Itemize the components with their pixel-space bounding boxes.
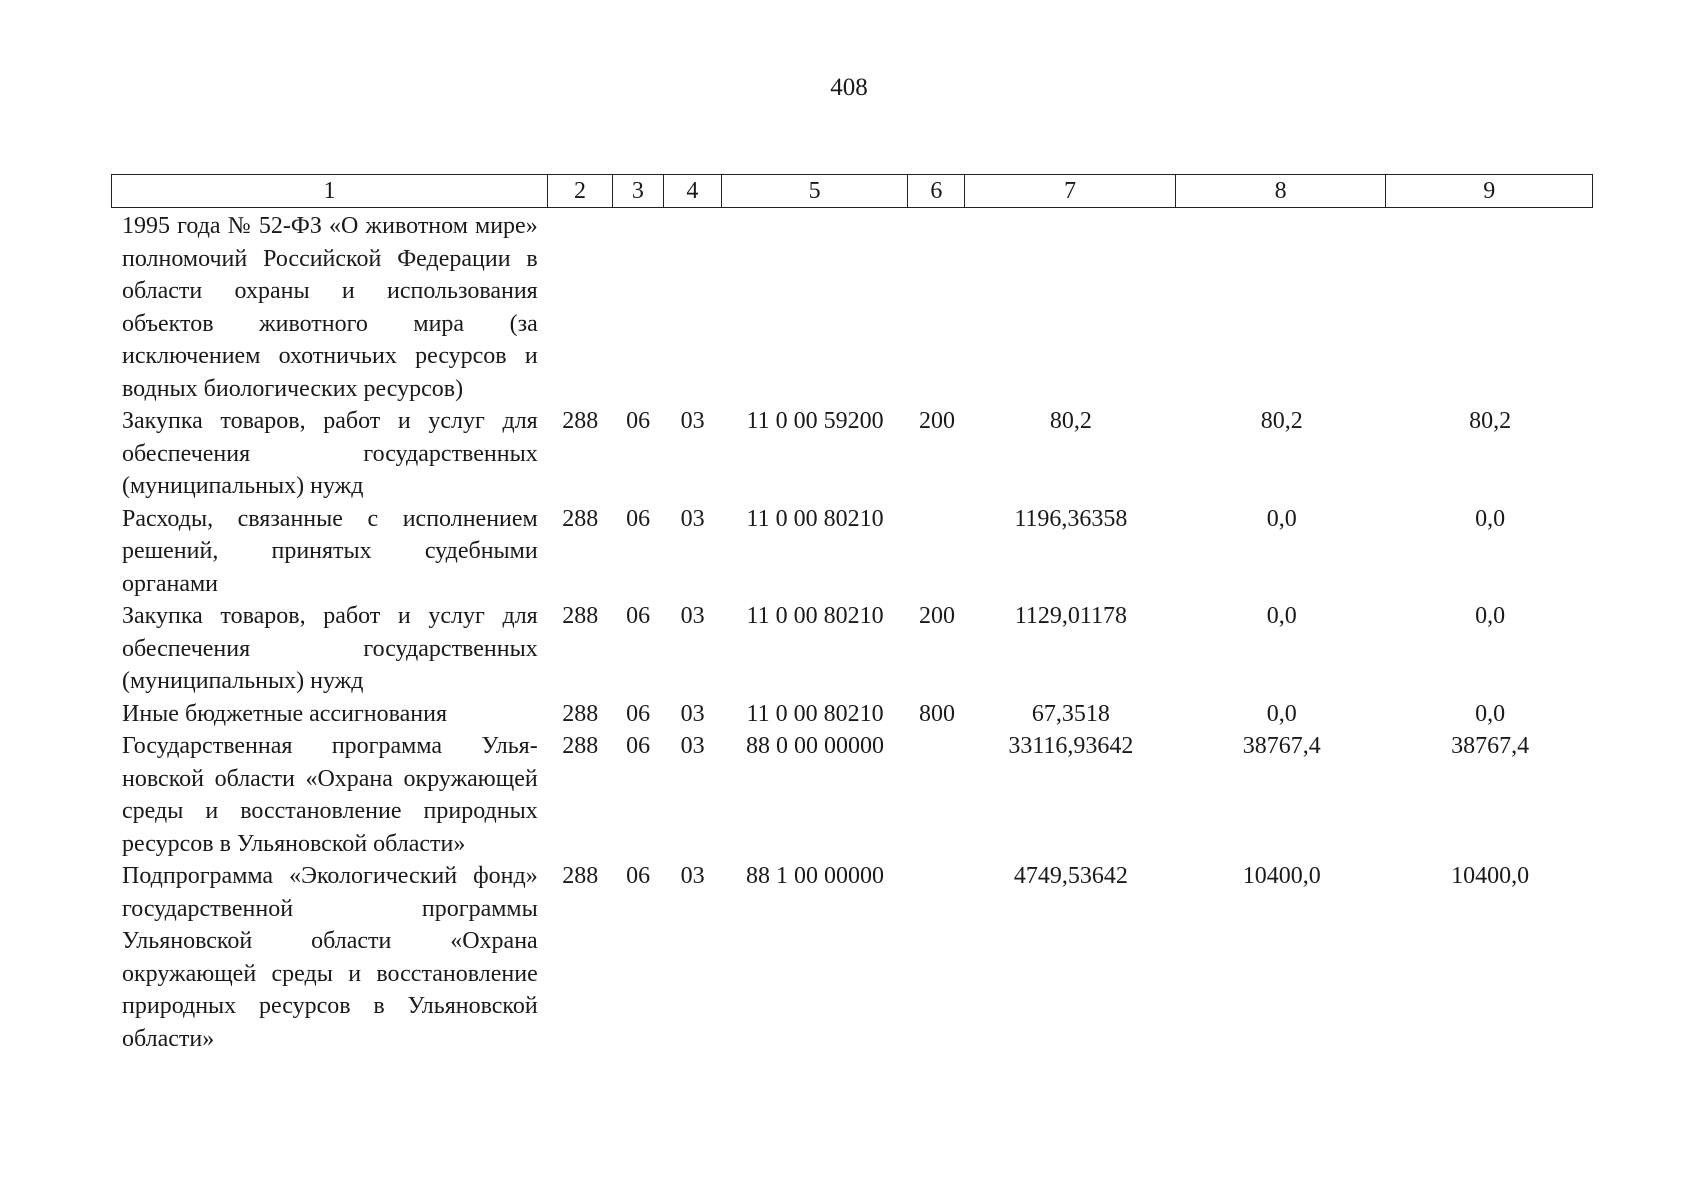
row-description: Государственная программа Ульяновской области «Охрана окружающей среды и восстановление природных ресурсов в Ульяновской области» [122,733,538,857]
row-description: Расходы, связанные с исполнением решений, принятых судебными органами [122,505,538,597]
row-amount-col9: 10400,0 [1451,863,1530,889]
row-section: 06 [626,505,651,532]
row-amount-col9: 0,0 [1475,603,1506,629]
table-header-row [111,174,1593,208]
row-description: Иные бюджетные ассигнования [122,700,447,727]
row-grbs: 288 [562,408,599,434]
row-expense-type: 200 [918,408,955,434]
column-header-9: 9 [1483,178,1496,204]
table-row [111,503,1593,601]
column-header-5: 5 [722,175,909,207]
table-row [111,860,1593,1055]
table-row [111,600,1593,698]
row-subsection: 03 [680,603,705,629]
column-header-4: 4 [664,175,722,207]
row-amount-col8: 10400,0 [1242,863,1321,889]
row-amount-col8 [1176,210,1387,405]
row-section: 06 [626,733,651,759]
column-header-2: 2 [548,175,613,207]
row-amount-col9: 38767,4 [1451,733,1530,759]
row-amount-col8: 0,0 [1266,700,1297,727]
row-grbs: 288 [562,863,599,889]
row-section: 06 [626,603,651,629]
row-amount-col7: 33116,93642 [1008,733,1134,759]
column-header-6: 6 [908,175,965,207]
column-header-7: 7 [965,175,1176,207]
row-grbs: 288 [562,603,599,629]
row-amount-col8: 0,0 [1266,505,1297,532]
row-target-article: 11 0 00 59200 [746,408,884,434]
row-subsection: 03 [680,408,705,434]
row-description: Закупка товаров, работ и услуг для обеспечения государственных (муниципальных) нужд [122,603,538,694]
row-target-article: 11 0 00 80210 [746,505,884,532]
row-amount-col8: 80,2 [1260,408,1303,434]
column-header-3: 3 [613,175,664,207]
row-amount-col7 [965,210,1176,405]
row-section: 06 [626,408,651,434]
row-target-article: 88 0 00 00000 [746,733,885,759]
row-grbs: 288 [562,700,599,727]
row-amount-col9 [1387,210,1593,405]
column-header-8: 8 [1176,175,1387,207]
row-target-article [722,210,909,405]
table-row [111,405,1593,503]
row-description: Подпрограмма «Экологический фонд» государственной программы Ульяновской области «Охрана окружающей среды и восстановление природных ресурсов в Ульяновской области» [122,863,538,1052]
row-expense-type [908,860,965,1055]
row-amount-col7: 4749,53642 [1013,863,1128,889]
row-target-article: 88 1 00 00000 [746,863,885,889]
row-amount-col8: 38767,4 [1242,733,1321,759]
row-subsection [664,210,722,405]
row-description: Закупка товаров, работ и услуг для обеспечения государственных (муниципальных) нужд [122,408,538,499]
row-subsection: 03 [680,733,705,759]
row-amount-col9: 0,0 [1475,700,1506,727]
table-row [111,730,1593,860]
row-amount-col7: 67,3518 [1031,700,1110,727]
table-row [111,698,1593,731]
page-number: 408 [830,74,868,101]
row-expense-type: 200 [918,603,955,629]
row-grbs: 288 [562,505,599,532]
row-target-article: 11 0 00 80210 [746,603,884,629]
row-grbs [548,210,613,405]
row-expense-type: 800 [918,700,955,727]
row-amount-col7: 1129,01178 [1014,603,1127,629]
row-amount-col8: 0,0 [1266,603,1297,629]
row-subsection: 03 [680,505,705,532]
table-row [111,210,1593,405]
row-amount-col9: 80,2 [1469,408,1512,434]
row-subsection: 03 [680,700,705,727]
row-expense-type [908,210,965,405]
row-amount-col9: 0,0 [1475,505,1506,532]
row-amount-col7: 80,2 [1049,408,1092,434]
row-section [613,210,664,405]
column-header-1: 1 [112,175,548,207]
row-subsection: 03 [680,863,705,889]
table-body [111,210,1593,1055]
row-section: 06 [626,863,651,889]
row-expense-type [908,503,965,601]
row-section: 06 [626,700,651,727]
row-description: 1995 года № 52-ФЗ «О животном мире» полномочий Российской Федерации в области охраны и использования объектов животного мира (за исключением охотничьих ресурсов и водных биологических ресурсов) [122,213,538,402]
row-target-article: 11 0 00 80210 [746,700,884,727]
row-grbs: 288 [562,733,599,759]
row-expense-type [908,730,965,860]
row-amount-col7: 1196,36358 [1014,505,1128,532]
